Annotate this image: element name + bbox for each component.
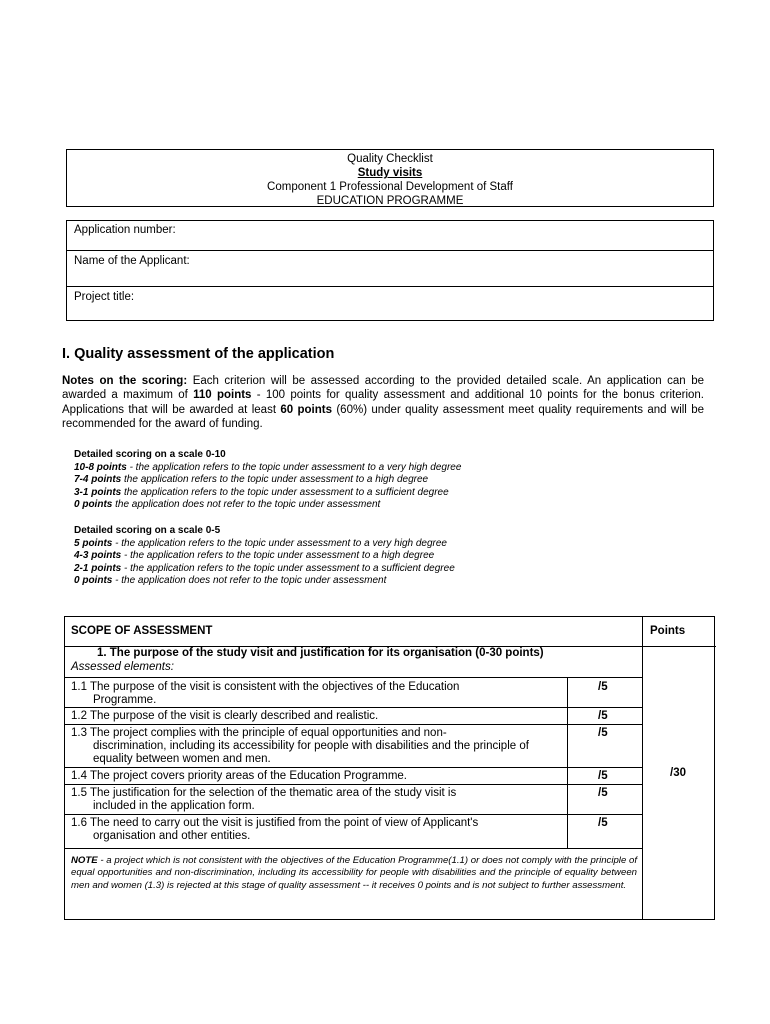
header-line-4: EDUCATION PROGRAMME bbox=[316, 195, 464, 207]
criterion-score[interactable]: /5 bbox=[598, 817, 608, 829]
criterion-text: 1.5 The justification for the selection of the thematic area of the study visit is bbox=[71, 787, 457, 799]
table-divider bbox=[65, 814, 642, 815]
score-column-divider bbox=[567, 677, 568, 848]
note-text: - a project which is not consistent with the objectives of the Education Programme(1.1) or does not comply with the principle of equal opportunities and non-discrimination, including its accessibility for people with disabilities and the principle of equality between men and women (1.3) is rejected at this stage of quality assessment -- it receives 0 points and is not subject to further assessment. bbox=[71, 855, 637, 891]
criterion-text: 1.1 The purpose of the visit is consistent with the objectives of the Education bbox=[71, 681, 460, 693]
scale-row bbox=[74, 538, 455, 551]
min-points: 60 points bbox=[280, 403, 332, 416]
scale-text: - the application refers to the topic under assessment to a sufficient degree bbox=[121, 562, 455, 574]
criterion-section-title: 1. The purpose of the study visit and justification for its organisation (0-30 points) bbox=[97, 647, 544, 659]
scale-10-title: Detailed scoring on a scale 0-10 bbox=[74, 449, 226, 460]
table-divider bbox=[65, 784, 642, 785]
scale-text: - the application refers to the topic under assessment to a high degree bbox=[121, 550, 435, 562]
table-divider bbox=[65, 724, 642, 725]
application-number-row[interactable] bbox=[67, 221, 713, 251]
total-score[interactable]: /30 bbox=[670, 767, 686, 779]
max-points: 110 points bbox=[193, 389, 252, 402]
section-heading: I. Quality assessment of the application bbox=[62, 346, 335, 362]
scale-row bbox=[74, 550, 455, 563]
scale-text: the application refers to the topic under assessment to a high degree bbox=[121, 474, 429, 486]
header-line-3: Component 1 Professional Development of Staff bbox=[267, 181, 513, 193]
table-divider bbox=[65, 848, 642, 849]
criterion-1-4 bbox=[71, 770, 561, 783]
assessment-table bbox=[64, 616, 715, 920]
criterion-score[interactable]: /5 bbox=[598, 710, 608, 722]
table-divider bbox=[65, 707, 642, 708]
note-label: NOTE bbox=[71, 855, 98, 866]
criterion-score[interactable]: /5 bbox=[598, 727, 608, 739]
table-column-divider bbox=[642, 617, 643, 919]
scale-text: - the application refers to the topic under assessment to a very high degree bbox=[112, 537, 447, 549]
scale-points: 10-8 points bbox=[74, 461, 127, 473]
scale-points: 3-1 points bbox=[74, 486, 122, 498]
criterion-score[interactable]: /5 bbox=[598, 787, 608, 799]
scale-points: 7-4 points bbox=[74, 474, 122, 486]
criterion-text: 1.6 The need to carry out the visit is justified from the point of view of Applicant's bbox=[71, 817, 479, 829]
scale-text: the application does not refer to the topic under assessment bbox=[112, 499, 381, 511]
scale-points: 0 points bbox=[74, 575, 113, 587]
scale-text: - the application refers to the topic under assessment to a very high degree bbox=[126, 461, 462, 473]
header-line-2: Study visits bbox=[357, 167, 423, 179]
scale-5-block bbox=[74, 525, 455, 588]
scale-text: the application refers to the topic under assessment to a sufficient degree bbox=[121, 486, 449, 498]
criterion-text-cont: Programme. bbox=[93, 694, 157, 706]
applicant-name-label: Name of the Applicant: bbox=[74, 255, 190, 267]
project-title-label: Project title: bbox=[74, 291, 135, 303]
scale-points: 2-1 points bbox=[74, 562, 122, 574]
criterion-score[interactable]: /5 bbox=[598, 681, 608, 693]
scope-header: SCOPE OF ASSESSMENT bbox=[71, 625, 213, 637]
document-header bbox=[66, 149, 714, 207]
scale-points: 0 points bbox=[74, 499, 113, 511]
criterion-text-cont: organisation and other entities. bbox=[93, 830, 251, 842]
criterion-text-cont: included in the application form. bbox=[93, 800, 255, 812]
scale-points: 5 points bbox=[74, 537, 113, 549]
criterion-score[interactable]: /5 bbox=[598, 770, 608, 782]
criterion-text: 1.2 The purpose of the visit is clearly described and realistic. bbox=[71, 710, 379, 722]
applicant-name-row[interactable] bbox=[67, 251, 713, 287]
scale-row bbox=[74, 499, 461, 512]
application-info-box bbox=[66, 220, 714, 321]
criterion-text: 1.4 The project covers priority areas of the Education Programme. bbox=[71, 770, 408, 782]
scale-points: 4-3 points bbox=[74, 550, 122, 562]
notes-text-2: - 100 points for quality assessment and additional 10 points for the bonus criterion. Applications that will be awarded at least bbox=[62, 389, 704, 416]
points-header: Points bbox=[650, 625, 686, 637]
criterion-1-2 bbox=[71, 710, 561, 723]
table-divider bbox=[65, 677, 642, 678]
scale-5-title: Detailed scoring on a scale 0-5 bbox=[74, 525, 221, 536]
notes-text-3: (60%) under quality assessment meet quality requirements and will be recommended for the award of funding. bbox=[62, 403, 704, 430]
scale-row bbox=[74, 563, 455, 576]
criterion-1-3 bbox=[71, 727, 561, 766]
table-note bbox=[71, 855, 637, 892]
criterion-1-1 bbox=[71, 681, 561, 707]
scoring-notes bbox=[62, 374, 704, 431]
criterion-1-5 bbox=[71, 787, 561, 813]
criterion-text-cont: discrimination, including its accessibility for people with disabilities and the principle of equality between women and men. bbox=[93, 740, 529, 765]
scale-row bbox=[74, 575, 455, 588]
notes-label: Notes on the scoring: bbox=[62, 375, 188, 387]
scale-row bbox=[74, 462, 461, 475]
scale-row bbox=[74, 474, 461, 487]
application-number-label: Application number: bbox=[74, 224, 176, 236]
scale-text: - the application does not refer to the topic under assessment bbox=[112, 575, 387, 587]
notes-text-1: Each criterion will be assessed according to the provided detailed scale. An application can be awarded a maximum of bbox=[62, 375, 705, 402]
project-title-row[interactable] bbox=[67, 287, 713, 321]
header-line-1: Quality Checklist bbox=[347, 153, 433, 165]
scale-row bbox=[74, 487, 461, 500]
criterion-1-6 bbox=[71, 817, 561, 843]
assessed-elements-label: Assessed elements: bbox=[71, 661, 174, 673]
table-divider bbox=[65, 767, 642, 768]
scale-10-block bbox=[74, 449, 461, 512]
criterion-text: 1.3 The project complies with the principle of equal opportunities and non- bbox=[71, 727, 447, 739]
